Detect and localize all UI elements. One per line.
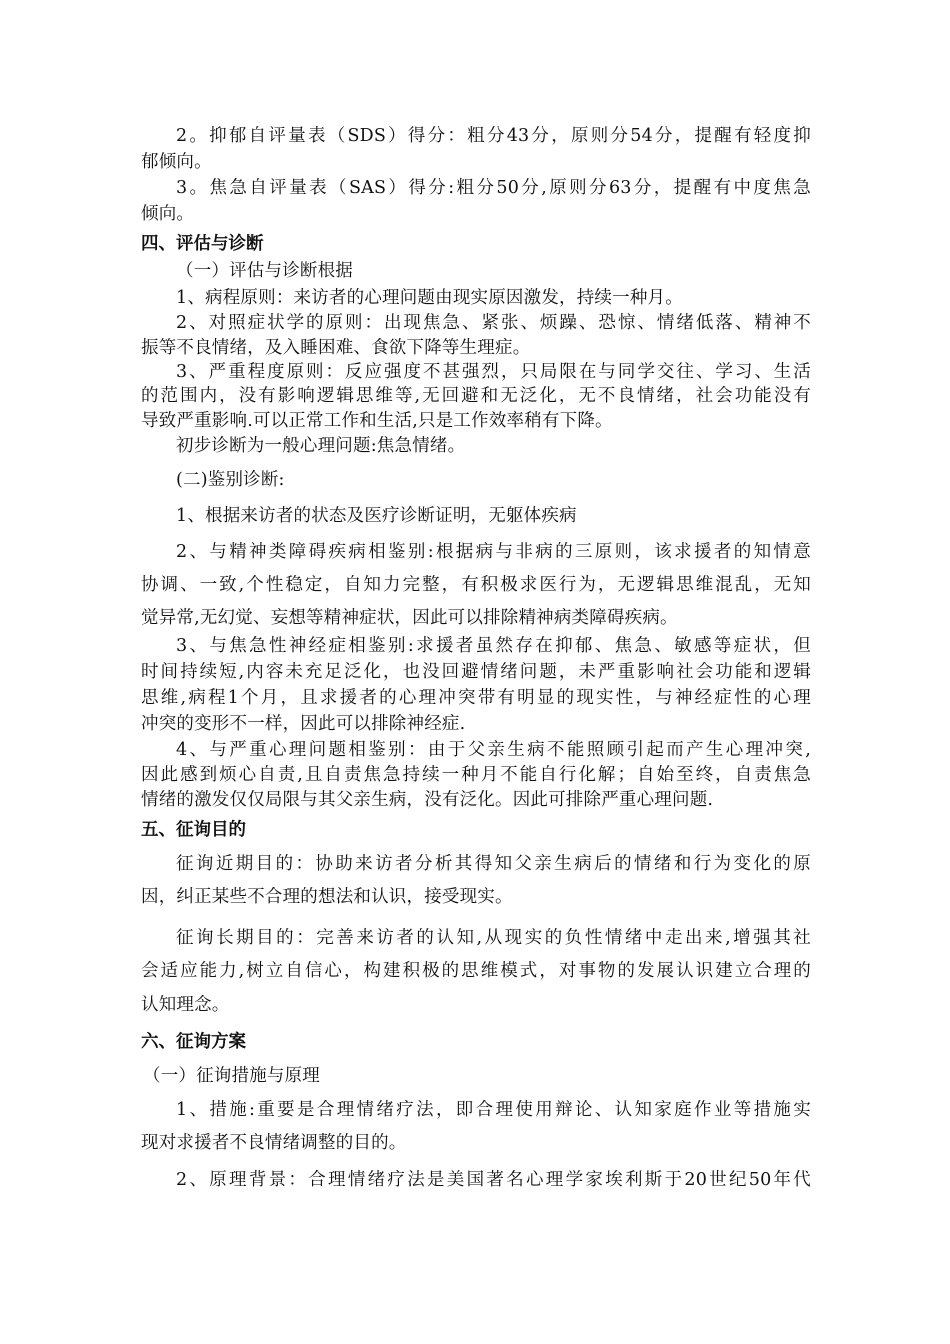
subsection-heading: （一）征询措施与原理 xyxy=(143,1066,320,1086)
text-line: 因，纠正某些不合理的想法和认识，接受现实。 xyxy=(141,887,513,907)
text-line: 协调、一致,个性稳定，自知力完整，有积极求医行为，无逻辑思维混乱，无知 xyxy=(141,575,811,595)
text-line: 时间持续短,内容未充足泛化，也没回避情绪问题，未严重影响社会功能和逻辑 xyxy=(141,662,811,682)
text-line: 3。焦急自评量表（SAS）得分:粗分50分,原则分63分，提醒有中度焦急 xyxy=(176,178,811,198)
text-line: 振等不良情绪，及入睡困难、食欲下降等生理症。 xyxy=(141,338,531,358)
text-line: 初步诊断为一般心理问题:焦急情绪。 xyxy=(176,436,466,456)
text-line: 1、病程原则：来访者的心理问题由现实原因激发，持续一种月。 xyxy=(176,288,683,308)
subsection-heading: (二)鉴别诊断: xyxy=(176,470,285,490)
text-line: 因此感到烦心自责,且自责焦急持续一种月不能自行化解；自始至终，自责焦急 xyxy=(141,765,811,785)
text-line: 觉异常,无幻觉、妄想等精神症状，因此可以排除精神病类障碍疾病。 xyxy=(141,608,678,628)
section-heading: 五、征询目的 xyxy=(141,820,246,840)
text-line: 倾向。 xyxy=(141,204,195,224)
text-line: 征询长期目的：完善来访者的认知,从现实的负性情绪中走出来,增强其社 xyxy=(176,928,811,948)
subsection-heading: （一）评估与诊断根据 xyxy=(176,261,353,281)
section-heading: 六、征询方案 xyxy=(141,1032,246,1052)
text-line: 2、与精神类障碍疾病相鉴别:根据病与非病的三原则，该求援者的知情意 xyxy=(176,542,811,562)
text-line: 认知理念。 xyxy=(141,995,230,1015)
text-line: 导致严重影响.可以正常工作和生活,只是工作效率稍有下降。 xyxy=(141,411,613,431)
text-line: 1、措施:重要是合理情绪疗法，即合理使用辩论、认知家庭作业等措施实 xyxy=(176,1100,811,1120)
text-line: 2、对照症状学的原则：出现焦急、紧张、烦躁、恐惊、情绪低落、精神不 xyxy=(176,313,811,333)
text-line: 的范围内，没有影响逻辑思维等,无回避和无泛化，无不良情绪，社会功能没有 xyxy=(141,386,811,406)
text-line: 2、原理背景：合理情绪疗法是美国著名心理学家埃利斯于20世纪50年代 xyxy=(176,1170,811,1190)
text-line: 冲突的变形不一样，因此可以排除神经症. xyxy=(141,714,466,734)
text-line: 4、与严重心理问题相鉴别：由于父亲生病不能照顾引起而产生心理冲突, xyxy=(176,740,811,760)
text-line: 3、严重程度原则：反应强度不甚强烈，只局限在与同学交往、学习、生活 xyxy=(176,362,811,382)
text-line: 3、与焦急性神经症相鉴别:求援者虽然存在抑郁、焦急、敏感等症状，但 xyxy=(176,636,811,656)
text-line: 征询近期目的：协助来访者分析其得知父亲生病后的情绪和行为变化的原 xyxy=(176,854,811,874)
text-line: 会适应能力,树立自信心，构建积极的思维模式，对事物的发展认识建立合理的 xyxy=(141,961,811,981)
text-line: 思维,病程1个月，且求援者的心理冲突带有明显的现实性，与神经症性的心理 xyxy=(141,688,811,708)
text-line: 现对求援者不良情绪调整的目的。 xyxy=(141,1133,407,1153)
text-line: 2。抑郁自评量表（SDS）得分：粗分43分，原则分54分，提醒有轻度抑 xyxy=(176,126,811,146)
section-heading: 四、评估与诊断 xyxy=(141,234,264,254)
text-line: 情绪的激发仅仅局限与其父亲生病，没有泛化。因此可排除严重心理问题. xyxy=(141,790,714,810)
text-line: 郁倾向。 xyxy=(141,152,212,172)
text-line: 1、根据来访者的状态及医疗诊断证明，无躯体疾病 xyxy=(176,506,577,526)
